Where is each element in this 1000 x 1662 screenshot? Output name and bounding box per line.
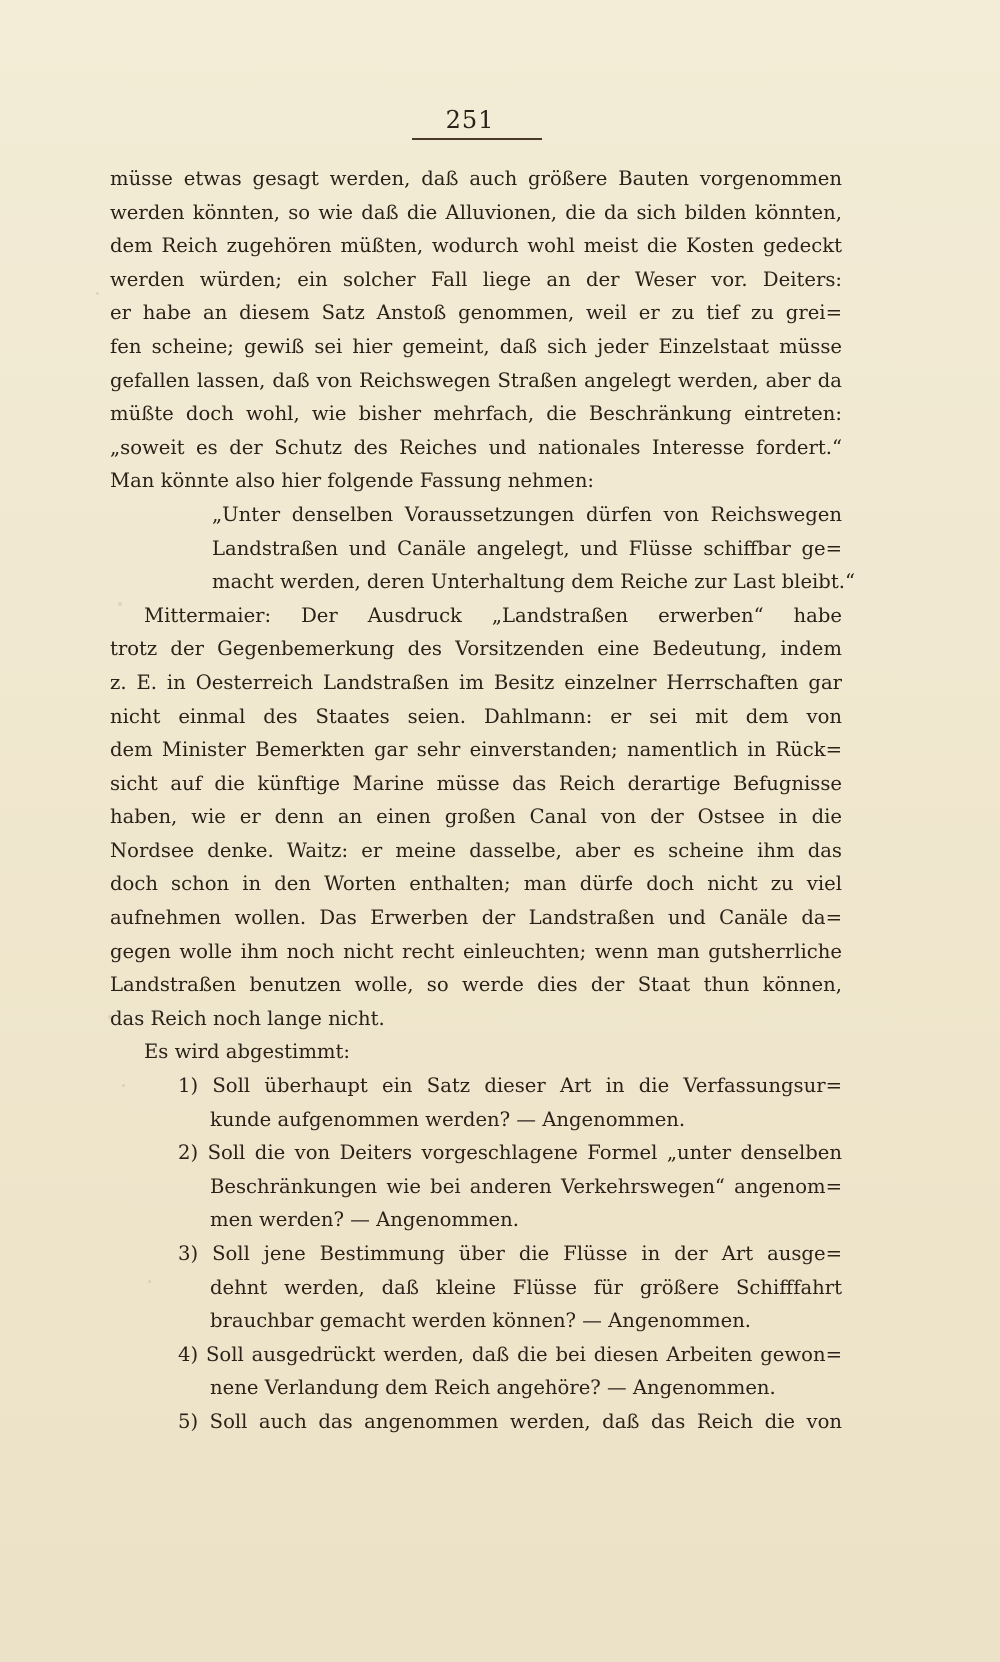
text-line: Nordsee denke. Waitz: er meine dasselbe, aber es scheine ihm das [110,838,842,862]
text-line: fen scheine; gewiß sei hier gemeint, daß sich jeder Einzelstaat müsse [110,334,842,358]
text-line: er habe an diesem Satz Anstoß genommen, weil er zu tief zu grei= [110,301,842,325]
text-line: nicht einmal des Staates seien. Dahlmann: er sei mit dem von [110,704,842,728]
text-line: dem Reich zugehören müßten, wodurch wohl meist die Kosten gedeckt [110,234,842,258]
vote-item-2-cont: Beschränkungen wie bei anderen Verkehrswegen“ angenom= [210,1174,842,1198]
vote-item-2-cont: men werden? — Angenommen. [210,1208,519,1232]
text-line: Es wird abgestimmt: [144,1040,350,1064]
text-line: doch schon in den Worten enthalten; man dürfe doch nicht zu viel [110,872,842,896]
body-text [110,162,855,1439]
vote-item-2: 2) Soll die von Deiters vorgeschlagene Formel „unter denselben [178,1141,842,1165]
vote-item-5: 5) Soll auch das angenommen werden, daß das Reich die von [178,1409,842,1433]
vote-item-3-cont: dehnt werden, daß kleine Flüsse für größere Schifffahrt [210,1275,842,1299]
text-line: sicht auf die künftige Marine müsse das Reich derartige Befugnisse [110,771,842,795]
vote-item-1: 1) Soll überhaupt ein Satz dieser Art in die Verfassungsur= [178,1074,842,1098]
text-line: Man könnte also hier folgende Fassung nehmen: [110,469,595,493]
text-line: das Reich noch lange nicht. [110,1006,385,1030]
text-line: müßte doch wohl, wie bisher mehrfach, die Beschränkung eintreten: [110,402,842,426]
text-line: gefallen lassen, daß von Reichswegen Straßen angelegt werden, aber da [110,368,842,392]
quote-line: macht werden, deren Unterhaltung dem Reiche zur Last bleibt.“ [212,570,855,594]
quote-line: Landstraßen und Canäle angelegt, und Flüsse schiffbar ge= [212,536,842,560]
text-line: Landstraßen benutzen wolle, so werde dies der Staat thun können, [110,973,842,997]
text-line: müsse etwas gesagt werden, daß auch größere Bauten vorgenommen [110,167,842,190]
paper-speck [96,292,99,295]
vote-item-4: 4) Soll ausgedrückt werden, daß die bei diesen Arbeiten gewon= [178,1342,842,1366]
vote-item-3: 3) Soll jene Bestimmung über die Flüsse in der Art ausge= [178,1242,842,1265]
quote-line: „Unter denselben Voraussetzungen dürfen von Reichswegen [212,502,842,526]
text-line: gegen wolle ihm noch nicht recht einleuchten; wenn man gutsherrliche [110,939,842,963]
text-line: aufnehmen wollen. Das Erwerben der Landstraßen und Canäle da= [110,906,842,930]
vote-item-3-cont: brauchbar gemacht werden können? — Angenommen. [210,1309,752,1333]
page-number: 251 [445,106,495,134]
vote-item-4-cont: nene Verlandung dem Reich angehöre? — Angenommen. [210,1376,776,1400]
text-line: „soweit es der Schutz des Reiches und nationales Interesse fordert.“ [110,435,842,459]
text-line: werden würden; ein solcher Fall liege an der Weser vor. Deiters: [110,267,842,291]
text-line: z. E. in Oesterreich Landstraßen im Besitz einzelner Herrschaften gar [110,670,842,694]
text-line: werden könnten, so wie daß die Alluvionen, die da sich bilden könnten, [110,200,842,224]
text-line: haben, wie er denn an einen großen Canal von der Ostsee in die [110,805,842,829]
text-line: dem Minister Bemerkten gar sehr einverstanden; namentlich in Rück= [110,738,842,762]
text-line: trotz der Gegenbemerkung des Vorsitzenden eine Bedeutung, indem [110,637,842,661]
vote-item-1-cont: kunde aufgenommen werden? — Angenommen. [210,1107,686,1131]
text-line: Mittermaier: Der Ausdruck „Landstraßen erwerben“ habe [144,603,842,627]
header-rule [412,138,542,140]
